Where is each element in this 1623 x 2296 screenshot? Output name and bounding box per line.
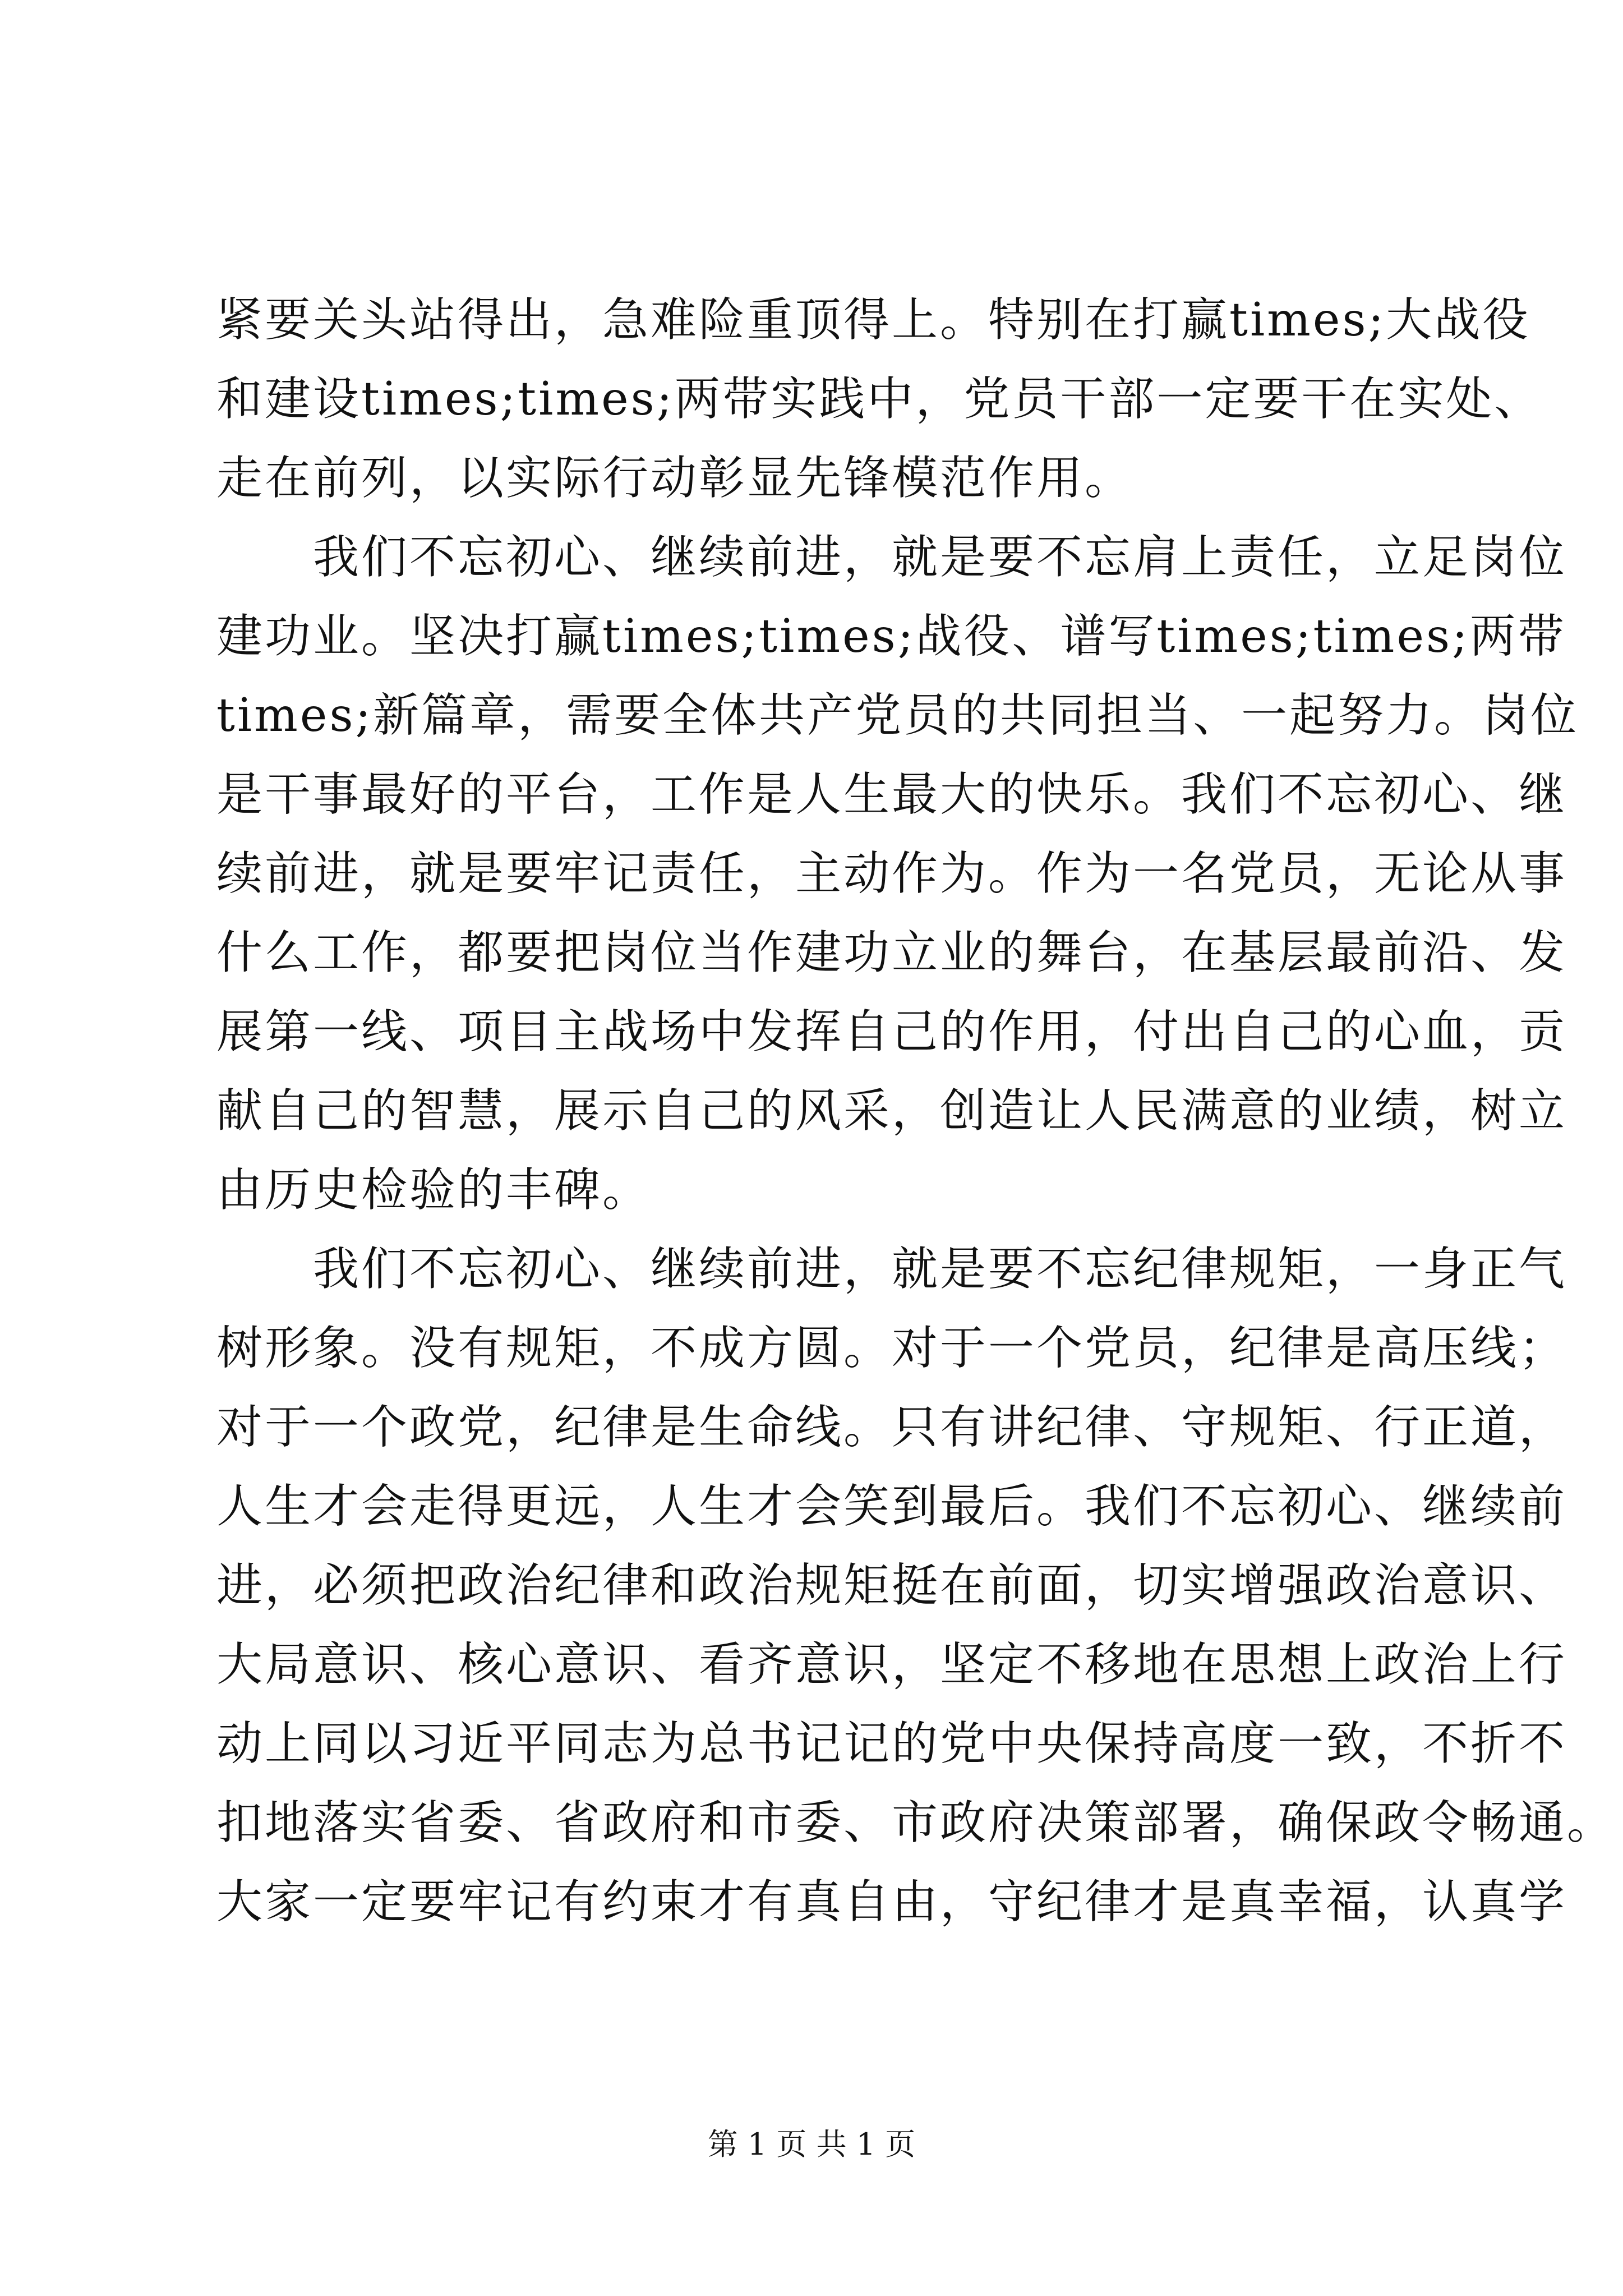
page-number-label: 第 1 页 共 1 页	[707, 2127, 916, 2162]
text-line: 展第一线、项目主战场中发挥自己的作用，付出自己的心血，贡	[216, 1005, 1567, 1059]
text-line: 我们不忘初心、继续前进，就是要不忘纪律规矩，一身正气	[216, 1243, 1567, 1296]
page-footer	[0, 2120, 1623, 2164]
text-line: 大局意识、核心意识、看齐意识，坚定不移地在思想上政治上行	[216, 1638, 1567, 1691]
text-line: 大家一定要牢记有约束才有真自由，守纪律才是真幸福，认真学	[216, 1875, 1567, 1929]
text-line: times;新篇章，需要全体共产党员的共同担当、一起努力。岗位	[216, 689, 1579, 742]
text-line: 动上同以习近平同志为总书记记的党中央保持高度一致，不折不	[216, 1717, 1567, 1770]
text-line: 和建设times;times;两带实践中，党员干部一定要干在实处、	[216, 372, 1543, 426]
text-line: 我们不忘初心、继续前进，就是要不忘肩上责任，立足岗位	[216, 531, 1567, 584]
text-line: 人生才会走得更远，人生才会笑到最后。我们不忘初心、继续前	[216, 1480, 1567, 1533]
document-body	[216, 280, 1616, 1941]
text-line: 紧要关头站得出，急难险重顶得上。特别在打赢times;大战役	[216, 293, 1531, 347]
text-line: 扣地落实省委、省政府和市委、市政府决策部署，确保政令畅通。	[216, 1796, 1616, 1849]
text-line: 由历史检验的丰碑。	[216, 1163, 651, 1217]
text-line: 走在前列，以实际行动彰显先锋模范作用。	[216, 452, 1133, 505]
text-line: 对于一个政党，纪律是生命线。只有讲纪律、守规矩、行正道，	[216, 1401, 1567, 1454]
text-line: 树形象。没有规矩，不成方圆。对于一个党员，纪律是高压线；	[216, 1322, 1567, 1375]
text-line: 是干事最好的平台，工作是人生最大的快乐。我们不忘初心、继	[216, 768, 1567, 821]
text-line: 续前进，就是要牢记责任，主动作为。作为一名党员，无论从事	[216, 847, 1567, 900]
text-line: 什么工作，都要把岗位当作建功立业的舞台，在基层最前沿、发	[216, 926, 1567, 979]
text-line: 建功业。坚决打赢times;times;战役、谱写times;times;两带	[216, 610, 1566, 663]
text-line: 进，必须把政治纪律和政治规矩挺在前面，切实增强政治意识、	[216, 1559, 1567, 1612]
text-line: 献自己的智慧，展示自己的风采，创造让人民满意的业绩，树立	[216, 1084, 1567, 1138]
